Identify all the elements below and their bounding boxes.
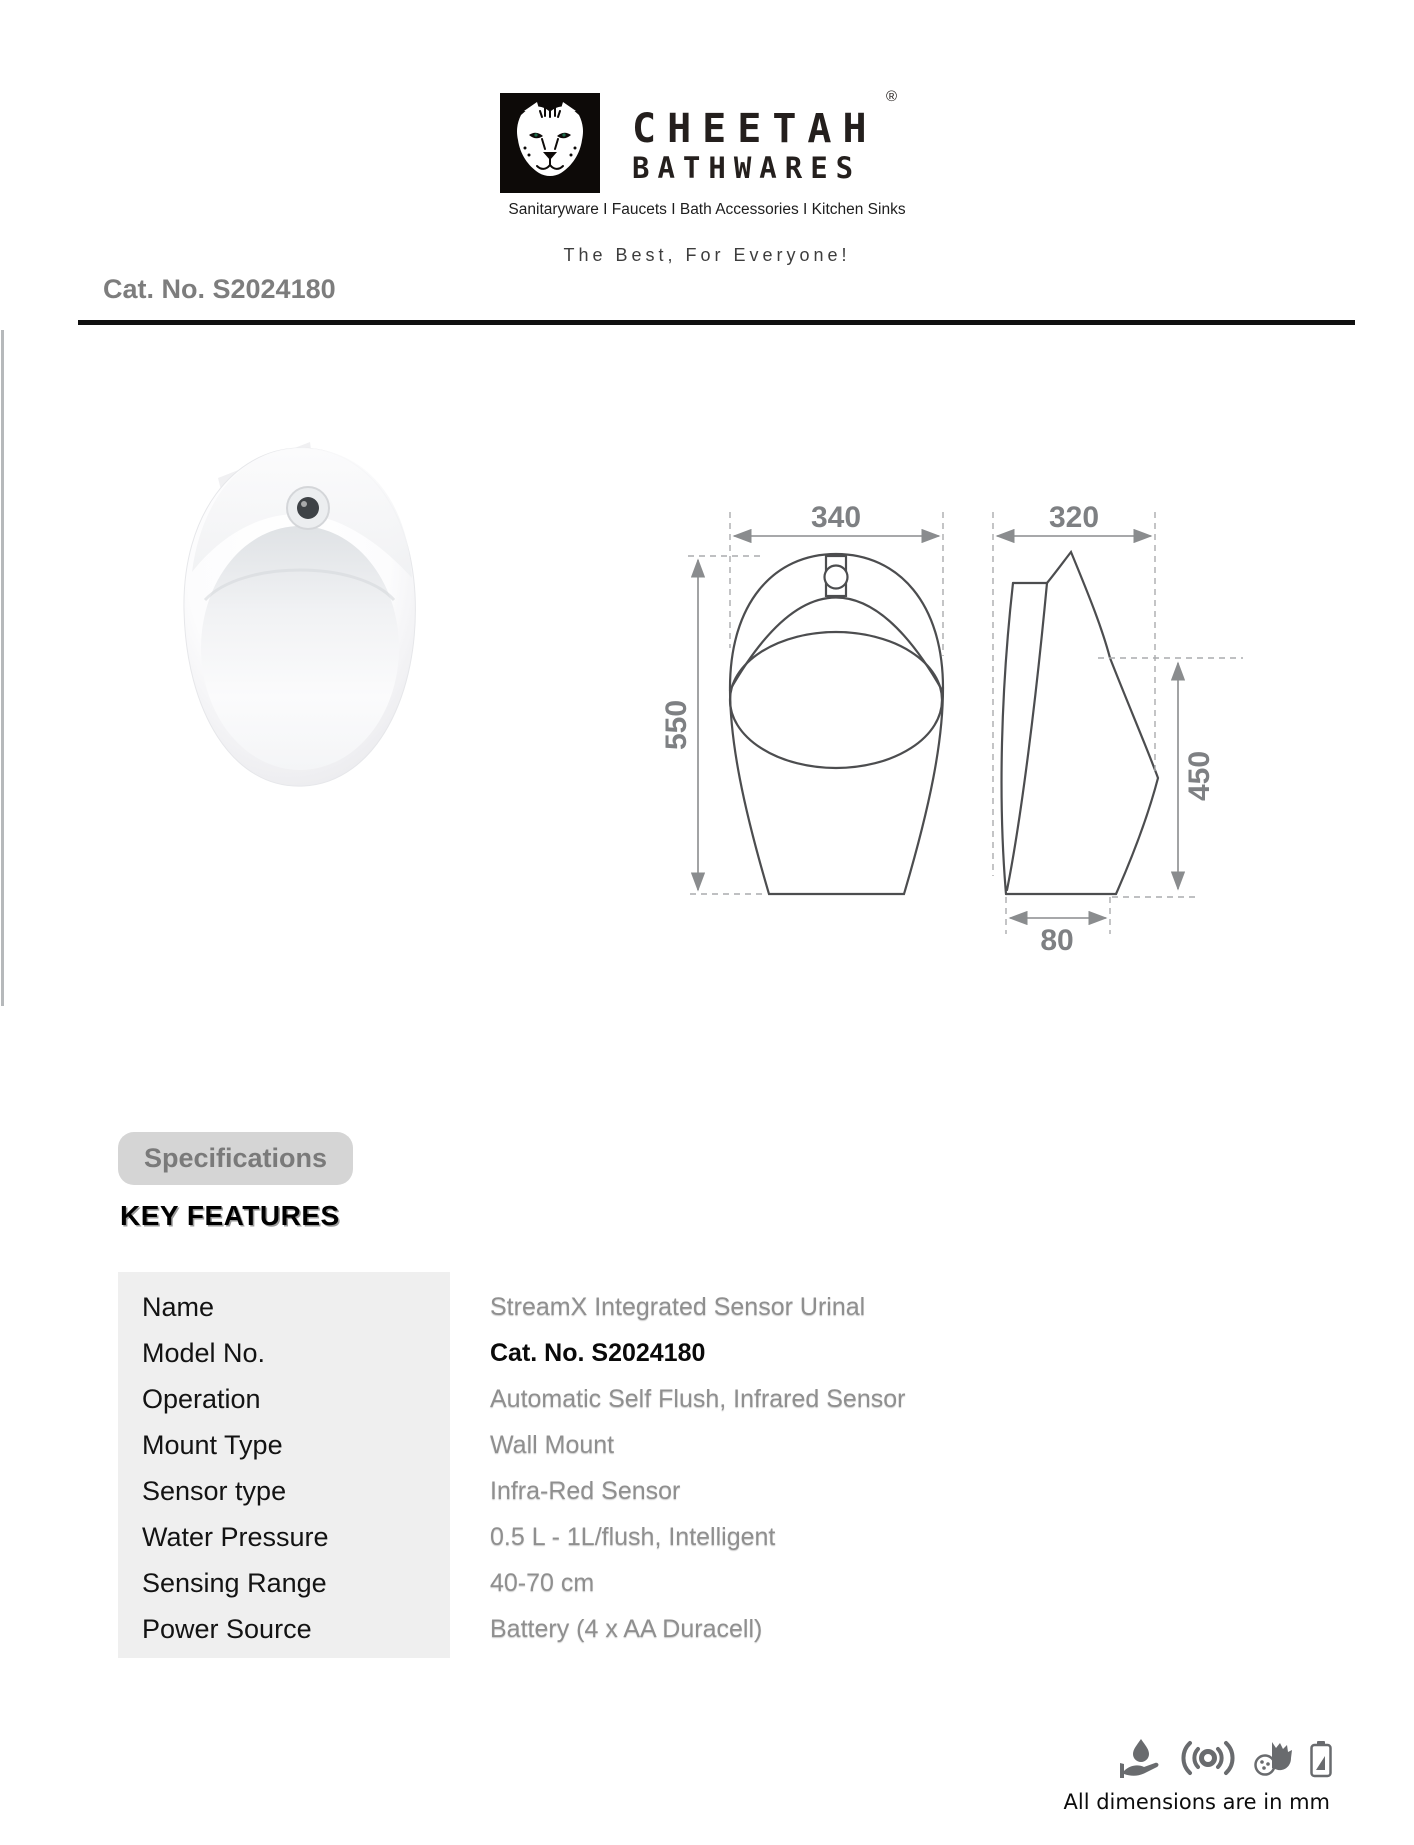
dim-front-height-label: 550 (660, 699, 693, 751)
header-divider (78, 320, 1355, 325)
dim-side-height-label: 450 (1183, 750, 1216, 802)
dim-side-depth-label: 320 (1048, 501, 1100, 534)
specifications-badge: Specifications (118, 1132, 353, 1185)
table-row (118, 1284, 1298, 1330)
spec-value: Wall Mount (490, 1430, 615, 1459)
spec-label: Water Pressure (142, 1521, 329, 1552)
spec-value: Infra-Red Sensor (490, 1476, 681, 1505)
table-row (118, 1422, 1298, 1468)
spec-value: Automatic Self Flush, Infrared Sensor (490, 1384, 906, 1413)
cheetah-logo-icon (500, 93, 600, 193)
spec-value: StreamX Integrated Sensor Urinal (490, 1292, 866, 1321)
water-saving-hand-icon (1118, 1738, 1164, 1778)
dim-front-width-label: 340 (810, 501, 862, 534)
spec-value: Battery (4 x AA Duracell) (490, 1614, 763, 1643)
hand-hygiene-icon (1252, 1740, 1294, 1778)
registered-trademark-icon: ® (886, 88, 898, 105)
spec-label: Power Source (142, 1613, 312, 1644)
catalog-number-heading: Cat. No. S2024180 (103, 274, 336, 304)
spec-label: Model No. (142, 1337, 266, 1368)
front-view-outline (730, 554, 943, 894)
technical-drawing (580, 480, 1260, 960)
spec-value: 0.5 L - 1L/flush, Intelligent (490, 1522, 776, 1551)
brand-slogan: The Best, For Everyone! (563, 245, 851, 265)
table-row (118, 1376, 1298, 1422)
table-row (118, 1560, 1298, 1606)
key-features-heading: KEY FEATURES (120, 1200, 340, 1231)
spec-label: Sensor type (142, 1475, 287, 1506)
brand-tagline: Sanitaryware I Faucets I Bath Accessories I Kitchen Sinks (508, 201, 906, 218)
brand-logo (500, 93, 600, 193)
product-photo-urinal (160, 382, 436, 806)
spec-label: Mount Type (142, 1429, 283, 1460)
brand-wordmark (632, 108, 878, 183)
table-row (118, 1514, 1298, 1560)
dimension-lines (698, 536, 1178, 918)
table-row (118, 1468, 1298, 1514)
table-row (118, 1606, 1298, 1652)
dim-base-depth-label: 80 (1040, 924, 1074, 957)
spec-value: Cat. No. S2024180 (490, 1338, 706, 1367)
extension-lines (688, 512, 1243, 934)
left-edge-line (1, 330, 4, 1006)
spec-label: Operation (142, 1383, 261, 1414)
spec-value: 40-70 cm (490, 1568, 595, 1597)
brand-name-line1: CHEETAH (632, 106, 878, 152)
side-view-outline (1002, 552, 1158, 894)
feature-icons-row (1118, 1738, 1333, 1778)
dimensions-note: All dimensions are in mm (1063, 1790, 1330, 1814)
spec-label: Sensing Range (142, 1567, 327, 1598)
table-row (118, 1330, 1298, 1376)
specifications-table (118, 1272, 1298, 1658)
sensor-waves-icon (1179, 1738, 1237, 1778)
brand-name-line2: BATHWARES (632, 151, 862, 185)
spec-label: Name (142, 1291, 215, 1322)
battery-icon (1309, 1740, 1333, 1778)
